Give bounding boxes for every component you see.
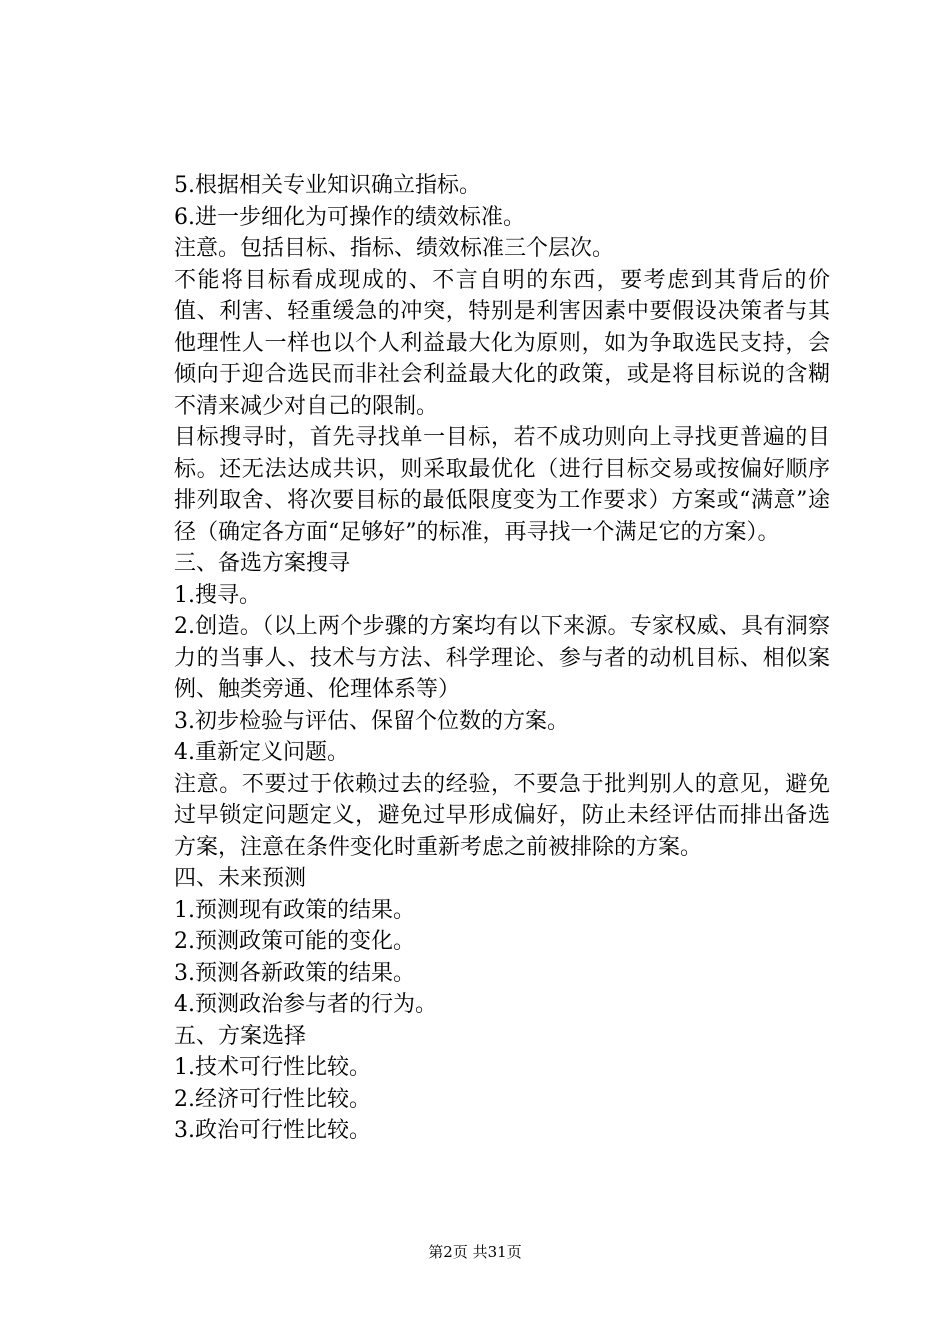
paragraph-item-5: 5.根据相关专业知识确立指标。 [174, 173, 481, 198]
paragraph-goal-search: 目标搜寻时，首先寻找单一目标，若不成功则向上寻找更普遍的目标。还无法达成共识，则采取最优化（进行目标交易或按偏好顺序排列取舍、将次要目标的最低限度变为工作要求）方案或“满意”途径（确定各方面“足够好”的标准，再寻找一个满足它的方案）。 [174, 425, 830, 545]
paragraph-redefine-problem: 4.重新定义问题。 [174, 740, 349, 765]
paragraph-selection-3: 3.政治可行性比较。 [174, 1118, 371, 1143]
paragraph-forecast-3: 3.预测各新政策的结果。 [174, 960, 415, 986]
paragraph-note-levels: 注意。包括目标、指标、绩效标准三个层次。 [174, 236, 615, 261]
paragraph-goal-conflicts: 不能将目标看成现成的、不言自明的东西，要考虑到其背后的价值、利害、轻重缓急的冲突，特别是利害因素中要假设决策者与其他理性人一样也以个人利益最大化为原则，如为争取选民支持，会倾向于迎合选民而非社会利益最大化的政策，或是将目标说的含糊不清来减少对自己的限制。 [174, 267, 830, 419]
section-heading-selection: 五、方案选择 [174, 1023, 307, 1049]
paragraph-search: 1.搜寻。 [174, 582, 261, 608]
paragraph-selection-2: 2.经济可行性比较。 [174, 1086, 371, 1112]
document-body [130, 170, 830, 1147]
section-heading-forecast: 四、未来预测 [174, 866, 307, 891]
paragraph-item-6: 6.进一步细化为可操作的绩效标准。 [174, 204, 525, 230]
paragraph-note-experience: 注意。不要过于依赖过去的经验，不要急于批判别人的意见，避免过早锁定问题定义，避免过早形成偏好，防止未经评估而排出备选方案，注意在条件变化时重新考虑之前被排除的方案。 [174, 771, 830, 860]
paragraph-forecast-4: 4.预测政治参与者的行为。 [174, 992, 437, 1017]
paragraph-initial-evaluation: 3.初步检验与评估、保留个位数的方案。 [174, 708, 569, 734]
page-number-footer: 第2页 共31页 [428, 1243, 522, 1261]
paragraph-selection-1: 1.技术可行性比较。 [174, 1055, 371, 1080]
paragraph-create: 2.创造。（以上两个步骤的方案均有以下来源。专家权威、具有洞察力的当事人、技术与方法、科学理论、参与者的动机目标、相似案例、触类旁通、伦理体系等） [174, 614, 830, 702]
paragraph-forecast-2: 2.预测政策可能的变化。 [174, 929, 415, 954]
paragraph-forecast-1: 1.预测现有政策的结果。 [174, 897, 415, 923]
section-heading-alternatives: 三、备选方案搜寻 [174, 551, 351, 576]
